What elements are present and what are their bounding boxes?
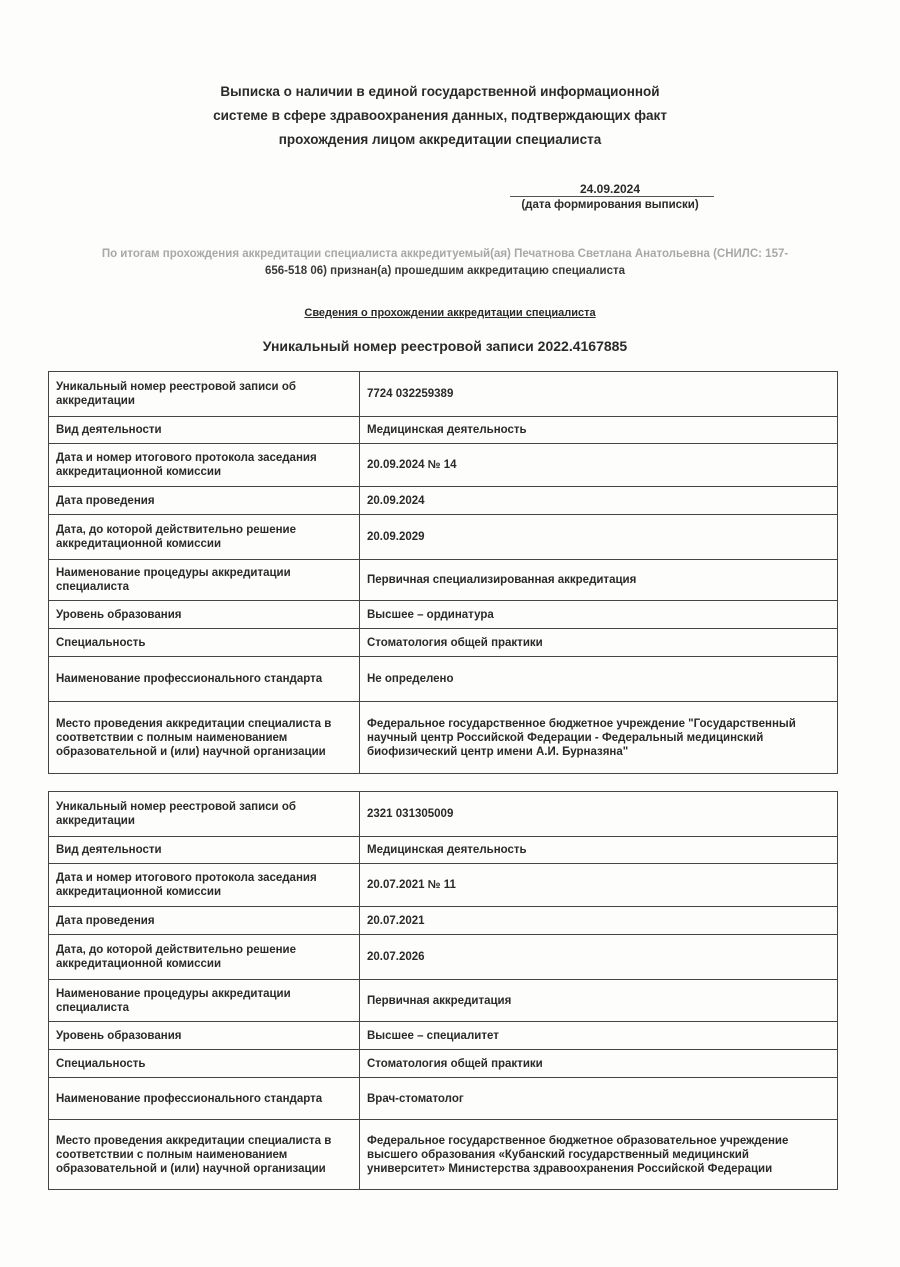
accreditation-table-1 — [48, 371, 838, 774]
row-label: Вид деятельности — [49, 417, 360, 444]
row-label: Место проведения аккредитации специалиста в соответствии с полным наименованием образовательной и (или) научной организации — [49, 702, 360, 774]
table-row — [49, 907, 838, 935]
title-line: прохождения лицом аккредитации специалиста — [278, 132, 602, 147]
row-value: Стоматология общей практики — [360, 1050, 838, 1078]
row-value: Не определено — [360, 657, 838, 702]
row-value: Федеральное государственное бюджетное образовательное учреждение высшего образования «Кубанский государственный медицинский университет» Министерства здравоохранения Российской Федерации — [360, 1120, 838, 1190]
row-label: Дата проведения — [49, 487, 360, 515]
table-row — [49, 1120, 838, 1190]
table-row — [49, 657, 838, 702]
row-value: 20.07.2026 — [360, 935, 838, 980]
title-line: системе в сфере здравоохранения данных, подтверждающих факт — [213, 108, 667, 123]
table-row — [49, 980, 838, 1022]
row-value: Первичная специализированная аккредитация — [360, 560, 838, 601]
intro-paragraph — [40, 246, 850, 280]
extract-date-block — [500, 182, 720, 213]
row-label: Специальность — [49, 1050, 360, 1078]
intro-line-1: По итогам прохождения аккредитации специалиста аккредитуемый(ая) Печатнова Светлана Анатольевна (СНИЛС: 157- — [101, 248, 789, 260]
table-row — [49, 629, 838, 657]
intro-line-2: 656-518 06) признан(а) прошедшим аккредитацию специалиста — [264, 265, 626, 277]
extract-date-caption: (дата формирования выписки) — [521, 199, 699, 211]
table-row — [49, 864, 838, 907]
row-label: Место проведения аккредитации специалиста в соответствии с полным наименованием образовательной и (или) научной организации — [49, 1120, 360, 1190]
row-label: Уникальный номер реестровой записи об аккредитации — [49, 792, 360, 837]
row-value: 20.07.2021 № 11 — [360, 864, 838, 907]
accreditation-table-2 — [48, 791, 838, 1190]
row-label: Специальность — [49, 629, 360, 657]
row-label: Дата, до которой действительно решение аккредитационной комиссии — [49, 515, 360, 560]
table-row — [49, 372, 838, 417]
table-row — [49, 837, 838, 864]
title-line: Выписка о наличии в единой государственной информационной — [220, 84, 660, 99]
table-row — [49, 792, 838, 837]
row-value: 20.09.2029 — [360, 515, 838, 560]
row-value: 20.09.2024 № 14 — [360, 444, 838, 487]
table-row — [49, 935, 838, 980]
row-label: Вид деятельности — [49, 837, 360, 864]
row-value: Врач-стоматолог — [360, 1078, 838, 1120]
table-row — [49, 601, 838, 629]
table-row — [49, 560, 838, 601]
row-value: Первичная аккредитация — [360, 980, 838, 1022]
table-row — [49, 487, 838, 515]
row-value: Медицинская деятельность — [360, 417, 838, 444]
row-value: Высшее – специалитет — [360, 1022, 838, 1050]
section-heading: Сведения о прохождении аккредитации специалиста — [304, 307, 596, 319]
row-value: 20.07.2021 — [360, 907, 838, 935]
row-label: Дата и номер итогового протокола заседания аккредитационной комиссии — [49, 864, 360, 907]
row-value: Стоматология общей практики — [360, 629, 838, 657]
row-value: 2321 031305009 — [360, 792, 838, 837]
row-value: Федеральное государственное бюджетное учреждение "Государственный научный центр Российской Федерации - Федеральный медицинский биофизический центр имени А.И. Бурназяна" — [360, 702, 838, 774]
row-label: Дата, до которой действительно решение аккредитационной комиссии — [49, 935, 360, 980]
row-value: Медицинская деятельность — [360, 837, 838, 864]
row-label: Наименование профессионального стандарта — [49, 657, 360, 702]
table-row — [49, 1050, 838, 1078]
table-row — [49, 444, 838, 487]
registry-heading: Уникальный номер реестровой записи 2022.4167885 — [262, 338, 628, 354]
table-row — [49, 1022, 838, 1050]
table-row — [49, 417, 838, 444]
table-row — [49, 515, 838, 560]
row-label: Дата проведения — [49, 907, 360, 935]
row-label: Уникальный номер реестровой записи об аккредитации — [49, 372, 360, 417]
row-label: Наименование процедуры аккредитации специалиста — [49, 560, 360, 601]
extract-date: 24.09.2024 — [579, 182, 641, 196]
row-label: Наименование профессионального стандарта — [49, 1078, 360, 1120]
row-label: Уровень образования — [49, 601, 360, 629]
row-label: Дата и номер итогового протокола заседания аккредитационной комиссии — [49, 444, 360, 487]
table-row — [49, 1078, 838, 1120]
row-label: Наименование процедуры аккредитации специалиста — [49, 980, 360, 1022]
row-value: Высшее – ординатура — [360, 601, 838, 629]
document-title — [100, 80, 780, 152]
row-value: 7724 032259389 — [360, 372, 838, 417]
row-label: Уровень образования — [49, 1022, 360, 1050]
row-value: 20.09.2024 — [360, 487, 838, 515]
table-row — [49, 702, 838, 774]
